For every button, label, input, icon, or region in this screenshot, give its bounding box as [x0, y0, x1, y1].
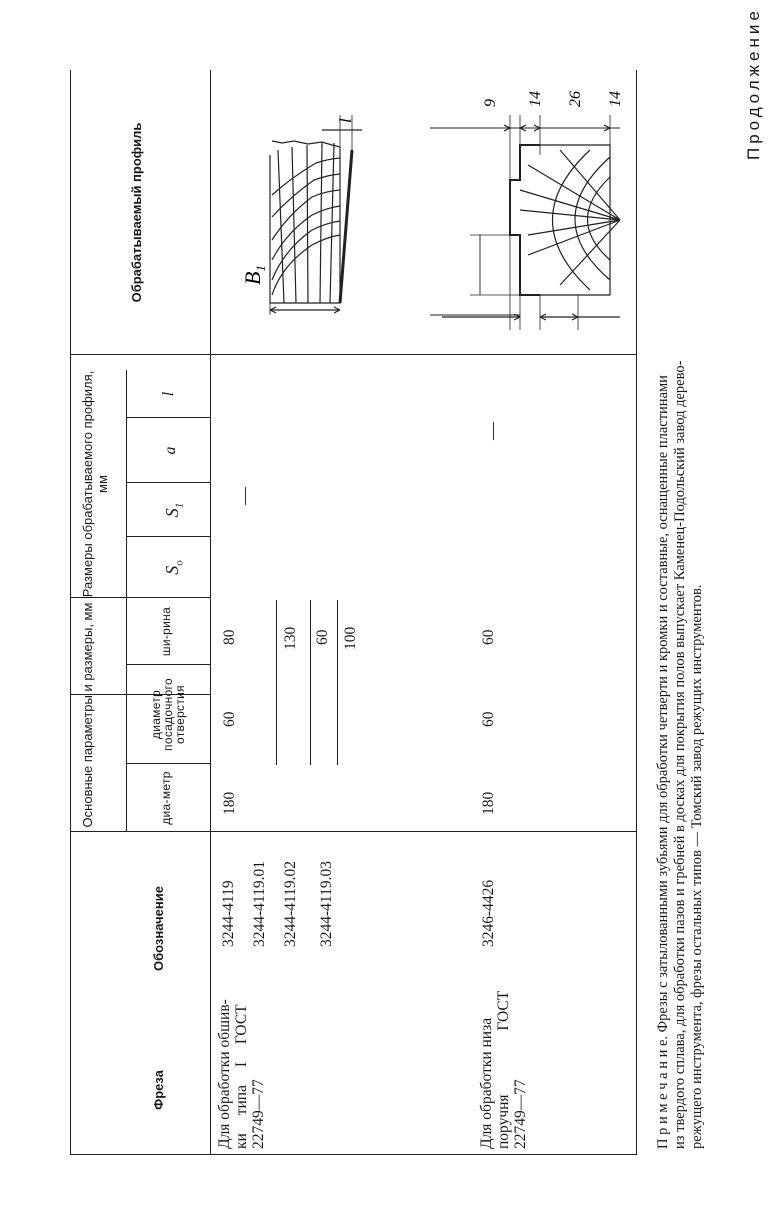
code: 3244-4119: [220, 880, 237, 947]
razmery-dash: —: [234, 487, 254, 505]
code: 3244-4119.02: [282, 861, 299, 947]
freza-line: ки типа I ГОСТ: [233, 1004, 250, 1149]
freza-line: 22749—77: [250, 1079, 267, 1149]
note-line-2: из твердого сплава, для обработки пазов и гребней в досках для покрытия полов выпускает Каменец-Подольский завод дерево-: [672, 360, 688, 1149]
header-shirina: ши-рина: [159, 606, 173, 657]
header-diametr: диа-метр: [159, 771, 173, 825]
header-oboznachenie: Обозначение: [151, 886, 166, 971]
code: 3244-4119.03: [318, 861, 335, 947]
profile-drawing-groove: [420, 70, 630, 355]
dim-26: 26: [567, 91, 584, 107]
shirina-value: 80: [221, 629, 238, 645]
header-razmery: Размеры обрабатываемого профиля, мм: [80, 370, 110, 598]
shirina-value: 130: [282, 626, 299, 650]
header-profile: Обрабатываемый профиль: [129, 122, 144, 303]
otv-value: 60: [221, 711, 238, 727]
freza-line: 22749—77: [512, 1079, 529, 1149]
profile-label-l: l: [336, 118, 355, 123]
dim-9: 9: [482, 99, 499, 107]
otv-value: 60: [480, 711, 497, 727]
razmery-dash: —: [482, 422, 502, 440]
note-line-1: П р и м е ч а н и е. Фрезы с затылованными зубьями для обработки четверти и кромки и составные, оснащенные пластинами: [655, 375, 671, 1149]
freza-line: поручня ГОСТ: [495, 990, 512, 1149]
code: 3246-4426: [480, 879, 497, 947]
header-a: a: [162, 446, 179, 455]
dim-14-bottom: 14: [607, 91, 624, 107]
shirina-value: 100: [342, 626, 359, 650]
shirina-value: 60: [480, 629, 497, 645]
header-s1: $S_1$: [162, 502, 186, 518]
code: 3244-4119.01: [251, 861, 268, 947]
diametr-value: 180: [221, 791, 238, 815]
dim-14-top: 14: [527, 91, 544, 107]
profile-label-b1: $B_1$: [240, 265, 268, 285]
header-diametr-otv: диаметр посадочного отверстия: [149, 678, 187, 751]
header-freza: Фреза: [151, 1070, 166, 1110]
header-s0: $S_o$: [162, 560, 186, 575]
note-line-3: режущего инструмента, фрезы остальных типов — Томский завод режущих инструментов.: [689, 584, 705, 1149]
profile-drawing-bevel: [212, 70, 362, 355]
shirina-value: 60: [314, 629, 331, 645]
freza-line: Для обработки низа: [478, 1017, 495, 1149]
freza-line: Для обработки обшив-: [216, 999, 233, 1149]
diametr-value: 180: [480, 791, 497, 815]
header-osnovnye: Основные параметры и размеры, мм: [80, 602, 95, 828]
header-l: l: [160, 391, 177, 397]
page-title: Продолжение: [744, 7, 763, 160]
